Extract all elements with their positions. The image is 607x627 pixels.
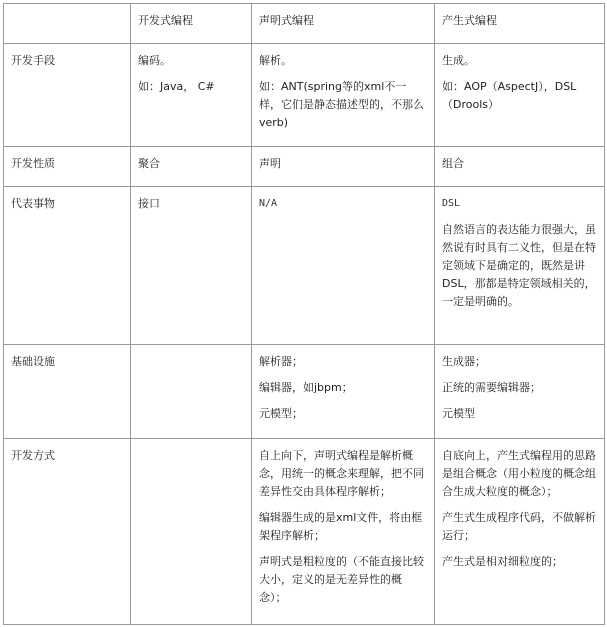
- cell-means-open: [131, 44, 252, 147]
- cell-text: 产生式生成程序代码，不做解析运行；: [442, 511, 596, 542]
- cell-text: N/A: [259, 198, 278, 209]
- table-row-nature: [4, 147, 605, 187]
- cell-text: 编辑器生成的是xml文件，将由框架程序解析；: [259, 511, 423, 542]
- cell-infrastructure-generative: [435, 345, 605, 439]
- cell-text: 解析。: [259, 54, 292, 67]
- cell-method-generative: [435, 439, 605, 625]
- cell-text: 自底向上，产生式编程用的思路是组合概念（用小粒度的概念组合生成大粒度的概念）；: [442, 449, 596, 498]
- cell-text: 如：AOP（AspectJ），DSL（Drools）: [442, 80, 577, 111]
- cell-text: DSL: [442, 198, 461, 209]
- cell-text: 元模型；: [259, 407, 303, 420]
- cell-text: 如：ANT(spring等的xml不一样，它们是静态描述型的，不那么verb): [259, 80, 424, 129]
- header-generative-programming: 产生式编程: [435, 4, 605, 44]
- table-row-method: [4, 439, 605, 625]
- cell-text: 自然语言的表达能力很强大，虽然说有时具有二义性，但是在特定领域下是确定的，既然是讲DSL，那都是特定领域相关的，一定是明确的。: [442, 223, 596, 308]
- cell-text: 解析器；: [259, 355, 303, 368]
- cell-text: 声明式是粗粒度的（不能直接比较大小，定义的是无差异性的概念）；: [259, 555, 424, 604]
- header-row: [4, 4, 605, 44]
- header-corner-cell: [4, 4, 131, 44]
- comparison-table: [3, 3, 605, 625]
- cell-means-declarative: [252, 44, 435, 147]
- cell-text: 编码。: [138, 54, 171, 67]
- cell-text: 正统的需要编辑器；: [442, 381, 541, 394]
- row-label-nature: 开发性质: [4, 147, 131, 187]
- cell-text: 如：Java， C#: [138, 80, 215, 93]
- header-declarative-programming: 声明式编程: [252, 4, 435, 44]
- cell-text: 自上向下，声明式编程是解析概念，用统一的概念来理解，把不同差异性交由具体程序解析；: [259, 449, 424, 498]
- table-row-representative: [4, 187, 605, 345]
- cell-text: 生成。: [442, 54, 475, 67]
- cell-representative-open: 接口: [131, 187, 252, 345]
- row-label-means: 开发手段: [4, 44, 131, 147]
- cell-infrastructure-declarative: [252, 345, 435, 439]
- table-row-means: [4, 44, 605, 147]
- table-row-infrastructure: [4, 345, 605, 439]
- header-open-programming: 开发式编程: [131, 4, 252, 44]
- cell-text: 元模型: [442, 407, 475, 420]
- cell-method-open: [131, 439, 252, 625]
- cell-nature-declarative: 声明: [252, 147, 435, 187]
- cell-text: 产生式是相对细粒度的；: [442, 555, 563, 568]
- row-label-representative: 代表事物: [4, 187, 131, 345]
- row-label-method: 开发方式: [4, 439, 131, 625]
- cell-nature-open: 聚合: [131, 147, 252, 187]
- cell-infrastructure-open: [131, 345, 252, 439]
- cell-nature-generative: 组合: [435, 147, 605, 187]
- cell-text: 编辑器，如jbpm；: [259, 381, 353, 394]
- cell-representative-declarative: [252, 187, 435, 345]
- row-label-infrastructure: 基础设施: [4, 345, 131, 439]
- cell-text: 生成器；: [442, 355, 486, 368]
- cell-representative-generative: [435, 187, 605, 345]
- cell-method-declarative: [252, 439, 435, 625]
- cell-means-generative: [435, 44, 605, 147]
